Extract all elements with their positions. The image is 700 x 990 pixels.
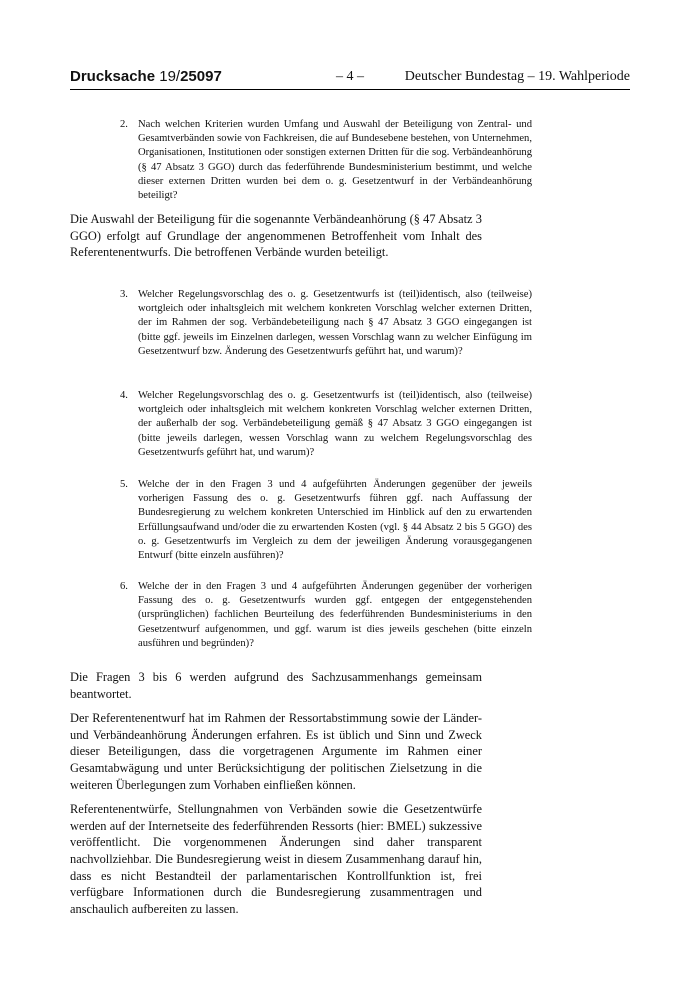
question-number: 4. xyxy=(120,390,128,401)
question-2 xyxy=(120,118,532,203)
page-header xyxy=(70,68,630,90)
question-text: Welche der in den Fragen 3 und 4 aufgeführten Änderungen gegenüber der jeweils vorherigen Fassung des o. g. Gesetzentwurfs führen ggf. nach Auffassung der Bundesregierung zu welchem konkreten Unterschied im Hinblick auf den zu erwartenden Erfüllungsaufwand und/oder die zu erwartenden Kosten (vgl. § 44 Absatz 2 bis 5 GGO) des o. g. Gesetzentwurfs im Vergleich zu dem der jeweiligen Änderung vorausgegangenen Entwurf (bitte einzeln ausführen)? xyxy=(138,479,532,562)
answer-paragraph: Der Referentenentwurf hat im Rahmen der Ressortabstimmung sowie der Länder- und Verbändeanhörung Änderungen erfahren. Es ist üblich und Sinn und Zweck dieser Beteiligungen, dass die vorgetragenen Argumente im Rahmen einer Gesamtabwägung und unter Berücksichtigung der politischen Zielsetzung in die weiteren Überlegungen zum Vorhaben einfließen können. xyxy=(70,711,482,792)
question-text: Nach welchen Kriterien wurden Umfang und Auswahl der Beteiligung von Zentral- und Gesamtverbänden sowie von Fachkreisen, die auf Bundesebene bestehen, von Unternehmen, Organisationen, Institutionen oder sonstigen externen Dritten für die sog. Verbändeanhörung (§ 47 Absatz 3 GGO) durch das federführende Bundesministerium bestimmt, und welche dieser externen Dritten wurden bei dem o. g. Gesetzentwurf in der Verbändeanhörung beteiligt? xyxy=(138,119,532,202)
question-number: 6. xyxy=(120,581,128,592)
question-number: 5. xyxy=(120,479,128,490)
question-number: 2. xyxy=(120,119,128,130)
question-6 xyxy=(120,580,532,651)
question-number: 3. xyxy=(120,289,128,300)
question-3 xyxy=(120,288,532,359)
question-text: Welche der in den Fragen 3 und 4 aufgeführten Änderungen gegenüber der vorherigen Fassung des o. g. Gesetzentwurfs wurden ggf. entgegen der entgegenstehenden (ursprünglichen) fachlichen Beurteilung des federführenden Bundesministeriums in den Gesetzentwurf aufgenommen, und ggf. warum ist dies jeweils geschehen (bitte einzeln ausführen und begründen)? xyxy=(138,581,532,649)
publisher: Deutscher Bundestag – 19. Wahlperiode xyxy=(404,69,630,84)
answer-paragraph: Die Auswahl der Beteiligung für die sogenannte Verbändeanhörung (§ 47 Absatz 3 GGO) erfolgt auf Grundlage der angenommenen Betroffenheit vom Inhalt des Referentenentwurfs. Die betroffenen Verbände wurden beteiligt. xyxy=(70,212,482,260)
question-text: Welcher Regelungsvorschlag des o. g. Gesetzentwurfs ist (teil)identisch, also (teilweise) wortgleich oder inhaltsgleich mit welchem konkreten Vorschlag welcher externen Dritten, der im Rahmen der sog. Verbändebeteiligung nach § 47 Absatz 3 GGO eingegangen ist (bitte ggf. jeweils im Einzelnen darlegen, wessen Vorschlag wann zu welcher Einfügung im Gesetzentwurf bzw. Änderung des Gesetzentwurfs geführt hat, und warum)? xyxy=(138,289,532,357)
question-5 xyxy=(120,478,532,563)
page-number: – 4 – xyxy=(336,69,364,84)
answer-paragraph: Die Fragen 3 bis 6 werden aufgrund des Sachzusammenhangs gemeinsam beantwortet. xyxy=(70,670,482,701)
answer-2 xyxy=(70,211,482,269)
question-4 xyxy=(120,389,532,460)
answer-3-6 xyxy=(70,669,482,925)
drucksache-id: Drucksache 19/25097 xyxy=(70,68,222,85)
question-text: Welcher Regelungsvorschlag des o. g. Gesetzentwurfs ist (teil)identisch, also (teilweise) wortgleich oder inhaltsgleich mit welchem konkreten Vorschlag welcher externen Dritten, der außerhalb der sog. Verbändebeteiligung gemäß § 47 Absatz 3 GGO eingegangen ist (bitte jeweils darlegen, wessen Vorschlag wann zu welchem Regelungsvorschlag des Gesetzentwurfs geführt hat, und warum)? xyxy=(138,390,532,458)
header-rule xyxy=(70,89,630,90)
answer-paragraph: Referentenentwürfe, Stellungnahmen von Verbänden sowie die Gesetzentwürfe werden auf der Internetseite des federführenden Ressorts (hier: BMEL) sukzessive veröffentlicht. Die vorgenommenen Änderungen sind daher transparent nachvollziehbar. Die Bundesregierung weist in diesem Zusammenhang darauf hin, dass es nicht Bestandteil der parlamentarischen Kontrollfunktion ist, frei verfügbare Informationen durch die Bundesregierung zusammentragen und anschaulich aufbereiten zu lassen. xyxy=(70,802,482,916)
